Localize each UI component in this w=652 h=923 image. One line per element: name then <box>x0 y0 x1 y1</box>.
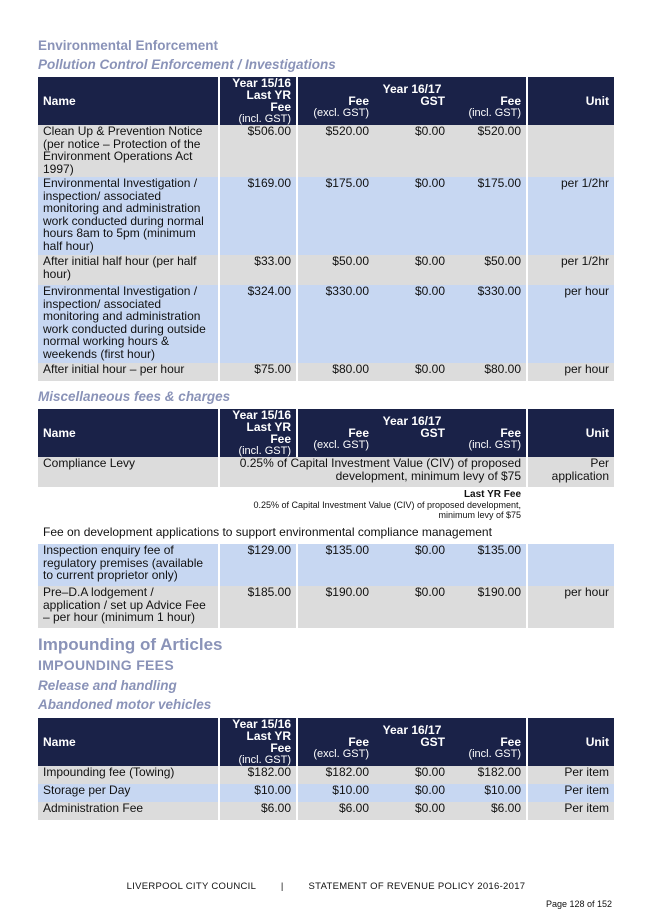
page-footer <box>0 881 652 892</box>
compliance-levy-note-row: Fee on development applications to support environmental compliance management <box>38 520 614 544</box>
table-row: Impounding fee (Towing) $182.00 $182.00 $0.00 $182.00 Per item <box>38 766 614 784</box>
heading-pollution-control: Pollution Control Enforcement / Investigations <box>38 57 336 72</box>
heading-environmental-enforcement: Environmental Enforcement <box>38 38 219 53</box>
table-row: Storage per Day $10.00 $10.00 $0.00 $10.00 Per item <box>38 784 614 802</box>
heading-abandoned-vehicles: Abandoned motor vehicles <box>38 697 212 712</box>
footer-council: LIVERPOOL CITY COUNCIL <box>126 881 256 892</box>
heading-release-handling: Release and handling <box>38 678 177 693</box>
table-row: Clean Up & Prevention Notice (per notice – Protection of the Environment Operations Act 1997) $506.00 $520.00 $0.00 $520.00 <box>38 125 614 177</box>
header-unit: Unit <box>528 409 614 457</box>
header-name: Name <box>38 409 218 457</box>
footer-statement: STATEMENT OF REVENUE POLICY 2016-2017 <box>308 881 526 892</box>
header-last-yr: Year 15/16 Last YR Fee (incl. GST) <box>220 77 296 125</box>
header-unit: Unit <box>528 77 614 125</box>
table-row: Inspection enquiry fee of regulatory premises (available to current proprietor only) $129.00 $135.00 $0.00 $135.00 <box>38 544 614 586</box>
table-row: Environmental Investigation / inspection/ associated monitoring and administration work conducted during outside normal working hours & weekends (first hour) $324.00 $330.00 $0.00 $330.00 per hour <box>38 285 614 363</box>
table-row: Environmental Investigation / inspection/ associated monitoring and administration work conducted during normal hours 8am to 5pm (minimum half hour) $169.00 $175.00 $0.00 $175.00 per 1/2hr <box>38 177 614 255</box>
header-name: Name <box>38 718 218 766</box>
heading-impounding-articles: Impounding of Articles <box>38 635 223 654</box>
table-header-row <box>38 77 614 125</box>
table-row: Administration Fee $6.00 $6.00 $0.00 $6.00 Per item <box>38 802 614 820</box>
table-row: After initial hour – per hour $75.00 $80.00 $0.00 $80.00 per hour <box>38 363 614 381</box>
header-current-year: Year 16/17 Fee (excl. GST) GST Fee (incl. GST) <box>298 409 526 457</box>
header-last-yr: Year 15/16 Last YR Fee (incl. GST) <box>220 409 296 457</box>
footer-separator: | <box>280 881 284 892</box>
header-current-year: Year 16/17 Fee (excl. GST) GST Fee (incl. GST) <box>298 77 526 125</box>
table-header-row <box>38 718 614 766</box>
heading-misc-fees: Miscellaneous fees & charges <box>38 389 231 404</box>
header-current-year: Year 16/17 Fee (excl. GST) GST Fee (incl. GST) <box>298 718 526 766</box>
heading-impounding-fees: IMPOUNDING FEES <box>38 657 174 673</box>
compliance-levy-row: Compliance Levy 0.25% of Capital Investment Value (CIV) of proposed development, minimum levy of $75 Per application <box>38 457 614 487</box>
misc-fees-table <box>38 409 614 628</box>
compliance-levy-last-yr-row: Last YR Fee 0.25% of Capital Investment Value (CIV) of proposed development, minimum levy of $75 <box>38 487 614 520</box>
header-name: Name <box>38 77 218 125</box>
page-number: Page 128 of 152 <box>545 899 612 909</box>
table-header-row <box>38 409 614 457</box>
header-unit: Unit <box>528 718 614 766</box>
table-row: After initial half hour (per half hour) $33.00 $50.00 $0.00 $50.00 per 1/2hr <box>38 255 614 285</box>
header-last-yr: Year 15/16 Last YR Fee (incl. GST) <box>220 718 296 766</box>
pollution-fees-table <box>38 77 614 381</box>
table-row: Pre–D.A lodgement / application / set up Advice Fee – per hour (minimum 1 hour) $185.00 $190.00 $0.00 $190.00 per hour <box>38 586 614 628</box>
impounding-fees-table <box>38 718 614 820</box>
